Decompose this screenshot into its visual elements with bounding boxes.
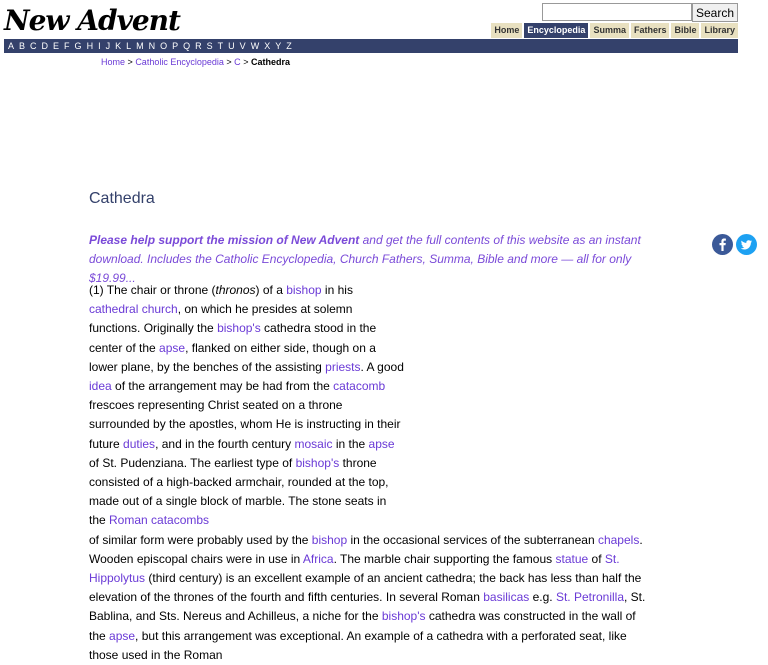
alphabet-letter-c[interactable]: C <box>30 41 37 51</box>
text: cathedra stood in the center of the <box>89 321 377 355</box>
text: throne consisted of a high-backed armchair, rounded at the top, made out of a single block of marble. The stone seats in the <box>89 455 389 528</box>
link-cathedral-church[interactable]: cathedral church <box>89 302 178 317</box>
text: of St. Pudenziana. The earliest type of <box>89 455 296 470</box>
text: cathedra was constructed in the wall of the <box>89 609 636 643</box>
link-africa[interactable]: Africa <box>302 551 334 566</box>
tab-library[interactable]: Library <box>701 23 738 38</box>
search-button[interactable]: Search <box>692 3 738 22</box>
link-apse[interactable]: apse <box>109 628 136 643</box>
alphabet-letter-l[interactable]: L <box>126 41 132 51</box>
page-title: Cathedra <box>89 190 155 207</box>
link-bishop[interactable]: bishop <box>311 532 348 547</box>
link-mosaic[interactable]: mosaic <box>294 436 333 451</box>
alphabet-letter-m[interactable]: M <box>136 41 144 51</box>
promo-text[interactable] <box>89 231 649 288</box>
alphabet-letter-n[interactable]: N <box>148 41 156 51</box>
tab-summa[interactable]: Summa <box>590 23 629 38</box>
alphabet-letter-j[interactable]: J <box>105 41 111 51</box>
link-roman-catacombs[interactable]: Roman catacombs <box>109 513 210 528</box>
alphabet-letter-o[interactable]: O <box>160 41 168 51</box>
alphabet-letter-u[interactable]: U <box>228 41 235 51</box>
promo-rest[interactable]: and get the full contents of this website as an instant download. Includes the Catholic Encyclopedia, Church Fathers, Summa, Bible and more — all for only $19.99... <box>89 233 641 285</box>
breadcrumb-encyclopedia[interactable]: Catholic Encyclopedia <box>135 57 224 67</box>
link-basilicas[interactable]: basilicas <box>483 590 530 605</box>
text: frescoes representing Christ seated on a throne surrounded by the apostles, whom He is instructing in their future <box>89 398 401 451</box>
alphabet-letter-f[interactable]: F <box>64 41 70 51</box>
alphabet-letter-r[interactable]: R <box>195 41 202 51</box>
text: of <box>588 551 605 566</box>
text: in the occasional services of the subterranean <box>347 532 598 547</box>
link-bishops[interactable]: bishop's <box>295 455 340 470</box>
alphabet-letter-w[interactable]: W <box>250 41 260 51</box>
alphabet-letter-z[interactable]: Z <box>286 41 292 51</box>
alphabet-letter-a[interactable]: A <box>8 41 15 51</box>
text: , on which he presides at solemn functions. Originally the <box>89 302 353 336</box>
twitter-icon[interactable] <box>736 234 757 255</box>
tab-fathers[interactable]: Fathers <box>631 23 670 38</box>
breadcrumb-separator: > <box>127 57 133 67</box>
alphabet-letter-v[interactable]: V <box>239 41 246 51</box>
search-input[interactable] <box>542 3 692 21</box>
alphabet-letter-g[interactable]: G <box>74 41 82 51</box>
alphabet-letter-k[interactable]: K <box>115 41 122 51</box>
breadcrumb-separator: > <box>226 57 232 67</box>
link-bishops[interactable]: bishop's <box>217 321 261 336</box>
alphabet-letter-p[interactable]: P <box>172 41 179 51</box>
link-bishop[interactable]: bishop <box>286 283 322 297</box>
text: of the arrangement may be had from the <box>111 379 334 394</box>
alphabet-letter-e[interactable]: E <box>53 41 60 51</box>
link-apse[interactable]: apse <box>159 340 186 355</box>
alphabet-letter-h[interactable]: H <box>86 41 94 51</box>
link-apse[interactable]: apse <box>368 436 395 451</box>
link-st-petronilla[interactable]: St. Petronilla <box>555 590 624 605</box>
text: . Wooden episcopal chairs were in use in <box>89 532 643 566</box>
facebook-icon[interactable] <box>712 234 733 255</box>
link-statue[interactable]: statue <box>555 551 589 566</box>
alphabet-letter-b[interactable]: B <box>19 41 26 51</box>
text: (third century) is an excellent example of an ancient cathedra; the back has less than half the elevation of the thrones of the fourth and fifth centuries. In several Roman <box>89 571 642 605</box>
link-priests[interactable]: priests <box>325 359 361 374</box>
tab-home[interactable]: Home <box>491 23 522 38</box>
text: . A good <box>360 359 404 374</box>
text: (1) The chair or throne ( <box>89 283 216 297</box>
text: . The marble chair supporting the famous <box>333 551 556 566</box>
promo-bold[interactable]: Please help support the mission of New Advent <box>89 233 360 247</box>
alphabet-letter-q[interactable]: Q <box>183 41 191 51</box>
breadcrumb-current: Cathedra <box>250 57 290 67</box>
text: e.g. <box>529 590 556 605</box>
link-chapels[interactable]: chapels <box>597 532 640 547</box>
text: , but this arrangement was exceptional. An example of a cathedra with a perforated seat, like those used in the Roman <box>89 628 627 662</box>
twitter-share[interactable] <box>736 234 757 255</box>
tab-encyclopedia[interactable]: Encyclopedia <box>524 23 588 38</box>
link-duties[interactable]: duties <box>123 436 156 451</box>
tab-bible[interactable]: Bible <box>671 23 699 38</box>
text: , flanked on either side, though on a lower plane, by the benches of the assisting <box>89 340 376 374</box>
breadcrumb <box>101 57 290 67</box>
link-catacomb[interactable]: catacomb <box>333 379 386 394</box>
alphabet-letter-d[interactable]: D <box>41 41 49 51</box>
facebook-share[interactable] <box>712 234 733 255</box>
text: , and in the fourth century <box>155 436 295 451</box>
breadcrumb-letter[interactable]: C <box>234 57 241 67</box>
breadcrumb-separator: > <box>243 57 249 67</box>
alphabet-letter-t[interactable]: T <box>217 41 224 51</box>
alphabet-letter-s[interactable]: S <box>206 41 213 51</box>
link-st-hippolytus[interactable]: St. Hippolytus <box>89 551 620 586</box>
alphabet-bar <box>4 39 738 53</box>
site-logo[interactable]: New Advent <box>4 4 180 37</box>
alphabet-letter-i[interactable]: I <box>98 41 101 51</box>
article-paragraph <box>89 281 404 531</box>
text-italic: thronos <box>215 283 256 297</box>
article-body <box>89 281 649 665</box>
alphabet-letter-x[interactable]: X <box>264 41 271 51</box>
text: of similar form were probably used by the <box>89 532 312 547</box>
link-bishops[interactable]: bishop's <box>381 609 426 624</box>
text: in his <box>321 283 353 297</box>
breadcrumb-home[interactable]: Home <box>101 57 126 67</box>
text: in the <box>332 436 369 451</box>
text: , St. Bablina, and Sts. Nereus and Achilleus, a niche for the <box>89 590 646 624</box>
link-idea[interactable]: idea <box>89 379 112 394</box>
main-nav <box>491 23 738 38</box>
text: ) of a <box>255 283 287 297</box>
alphabet-letter-y[interactable]: Y <box>275 41 282 51</box>
